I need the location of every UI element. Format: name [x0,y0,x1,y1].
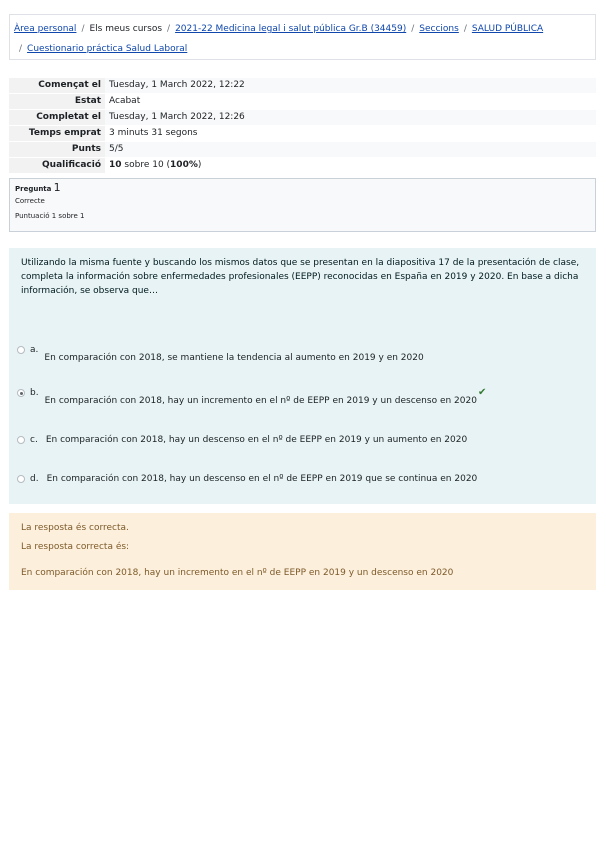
breadcrumb-sections-link[interactable]: Seccions [419,24,459,34]
grade-of-text: sobre 10 ( [124,160,171,170]
radio-button[interactable] [17,346,25,354]
summary-row-grade [9,158,596,174]
breadcrumb-separator: / [411,24,415,34]
summary-row-time-taken [9,126,596,142]
correct-answer-label: La resposta correcta és: [21,542,130,552]
summary-label: Punts [9,142,105,158]
breadcrumb [9,14,596,60]
question-mark: Puntuació 1 sobre 1 [15,212,85,220]
breadcrumb-home-link[interactable]: Àrea personal [14,24,77,34]
grade-close: ) [197,160,202,170]
grade-percent: 100% [170,160,198,170]
correct-answer-text: En comparación con 2018, hay un incremento en el nº de EEPP en 2019 y un descenso en 2020 [21,568,454,578]
feedback-box [9,513,596,590]
summary-value: Tuesday, 1 March 2022, 12:26 [105,110,596,126]
answer-option-b[interactable] [17,387,487,406]
breadcrumb-course-link[interactable]: 2021-22 Medicina legal i salut pública Gr.B (34459) [175,24,407,34]
radio-button[interactable] [17,475,25,483]
answer-text: En comparación con 2018, se mantiene la tendencia al aumento en 2019 y en 2020 [44,353,424,363]
breadcrumb-separator: / [19,44,23,54]
breadcrumb-separator: / [167,24,171,34]
breadcrumb-quiz-link[interactable]: Cuestionario práctica Salud Laboral [27,44,188,54]
summary-value: Acabat [105,94,596,110]
answer-text: En comparación con 2018, hay un incremento en el nº de EEPP en 2019 y un descenso en 2020 [44,396,477,406]
breadcrumb-my-courses: Els meus cursos [89,24,163,34]
question-state: Correcte [15,197,45,205]
correct-check-icon: ✔ [477,387,487,398]
breadcrumb-separator: / [463,24,467,34]
breadcrumb-separator: / [81,24,85,34]
summary-label: Qualificació [9,158,105,174]
question-text: Utilizando la misma fuente y buscando los mismos datos que se presentan en la diapositiva 17 de la presentación de clase, completa la información sobre enfermedades profesionales (EEPP) reconocidas en España en 2019 y 2020. En base a dicha información, se observa que… [21,258,580,296]
radio-button-checked[interactable] [17,389,25,397]
answer-text: En comparación con 2018, hay un descenso en el nº de EEPP en 2019 y un aumento en 2020 [45,435,468,445]
grade-score: 10 [109,160,122,170]
summary-grade-value [105,158,596,174]
breadcrumb-section-link[interactable]: SALUD PÚBLICA [471,24,544,34]
answer-option-a[interactable] [17,347,424,361]
question-label: Pregunta [15,185,52,193]
answer-letter: b. [30,388,39,398]
radio-button[interactable] [17,436,25,444]
question-formulation [9,248,596,504]
answer-letter: d. [30,474,39,484]
summary-value: Tuesday, 1 March 2022, 12:22 [105,78,596,94]
answer-text: En comparación con 2018, hay un descenso en el nº de EEPP en 2019 que se continua en 2020 [46,474,478,484]
question-number-value: 1 [53,181,61,194]
feedback-status: La resposta és correcta. [21,523,129,533]
attempt-summary-table [9,77,596,173]
answer-letter: a. [30,345,39,355]
answer-letter: c. [30,435,38,445]
summary-label: Temps emprat [9,126,105,142]
summary-row-state [9,94,596,110]
summary-label: Completat el [9,110,105,126]
summary-label: Estat [9,94,105,110]
question-number [15,182,590,195]
summary-row-marks [9,142,596,158]
summary-value: 3 minuts 31 segons [105,126,596,142]
question-info-box [9,178,596,232]
summary-row-started [9,78,596,94]
answer-option-c[interactable] [17,433,467,447]
summary-label: Començat el [9,78,105,94]
answer-option-d[interactable] [17,472,477,486]
summary-value: 5/5 [105,142,596,158]
summary-row-completed [9,110,596,126]
